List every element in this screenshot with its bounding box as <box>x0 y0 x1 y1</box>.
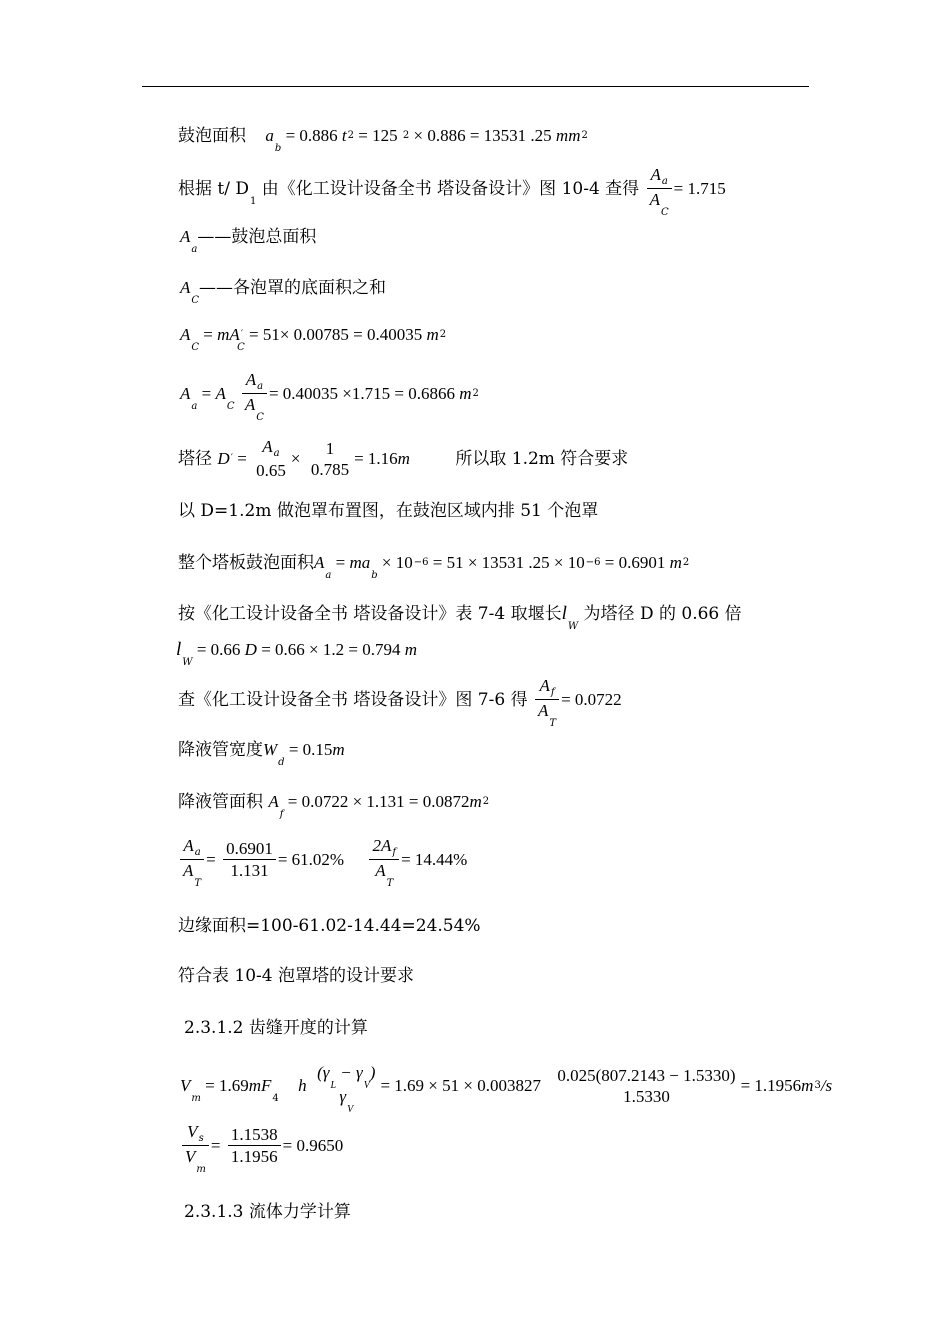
text: 为塔径 D 的 0.66 倍 <box>578 604 742 624</box>
result: = 14.44% <box>401 850 468 869</box>
text: − γ <box>336 1062 363 1082</box>
ac-definition <box>180 278 387 306</box>
text: = 0.66 × 1.2 = 0.794 <box>256 640 405 659</box>
var: V <box>185 1147 196 1166</box>
denominator: 1.5330 <box>623 1086 670 1106</box>
subscript: f <box>550 687 555 698</box>
text: = <box>210 1136 221 1155</box>
unit: m <box>801 1076 814 1095</box>
var-a: a <box>265 126 274 145</box>
label: 塔径 <box>178 449 218 469</box>
superscript: −6 <box>585 557 601 568</box>
fraction-values <box>228 1125 281 1168</box>
lookup-line-1 <box>178 165 726 218</box>
bubble-area-line <box>178 126 588 154</box>
total-bubble-area-line <box>178 553 690 581</box>
text: 符合表 10-4 泡罩塔的设计要求 <box>178 966 414 986</box>
subscript: a <box>661 176 668 187</box>
var: A <box>215 384 226 403</box>
fraction-aa-ac <box>647 165 672 218</box>
denominator: 0.65 <box>256 461 286 480</box>
superscript: 2 <box>581 130 588 141</box>
subscript: a <box>191 244 198 255</box>
text: = 0.66 <box>192 640 245 659</box>
subscript: 1 <box>250 196 257 207</box>
subscript: L <box>330 1079 337 1091</box>
fraction-aa-at <box>180 836 204 889</box>
prime: ′ <box>240 329 244 340</box>
result: = 1.1956 <box>740 1076 802 1095</box>
text: = 0.6901 <box>600 553 670 572</box>
fraction-vs-vm <box>182 1122 209 1175</box>
text: = 1.69 × 51 × 0.003827 <box>380 1076 541 1095</box>
unit: m <box>469 792 482 811</box>
text: = 125 <box>354 126 402 145</box>
var: A <box>649 190 660 209</box>
denominator: 1.131 <box>223 859 276 882</box>
text: = <box>197 384 216 403</box>
subscript: s <box>198 1133 204 1144</box>
text: = 51 × 13531 .25 × 10 <box>428 553 585 572</box>
var: A <box>375 861 386 880</box>
var: D <box>217 449 230 468</box>
subscript: 4 <box>272 1093 279 1104</box>
lookup-line-2 <box>178 676 622 729</box>
numerator: 1 <box>325 438 335 458</box>
result: = 0.9650 <box>282 1136 344 1155</box>
var: A <box>268 792 279 811</box>
var: 2A <box>372 836 392 855</box>
label: 鼓泡面积 <box>178 126 246 146</box>
downcomer-area-line <box>178 792 490 820</box>
subscript: a <box>257 381 264 392</box>
text: = 1.69 <box>200 1076 249 1095</box>
superscript: 2 <box>482 796 490 807</box>
text: ——鼓泡总面积 <box>197 227 317 247</box>
superscript: 2 <box>439 329 447 340</box>
layout-note <box>178 501 598 521</box>
area-ratios-line <box>178 836 468 889</box>
downcomer-width-line <box>178 740 345 768</box>
result: = 0.0722 <box>561 690 622 709</box>
requirement-line <box>178 966 414 986</box>
subscript: C <box>256 412 264 423</box>
superscript: 3 <box>814 1080 821 1091</box>
aa-definition <box>180 227 317 255</box>
fraction-aa-ac <box>242 370 267 423</box>
text: = 0.886 <box>281 126 342 145</box>
subscript: C <box>226 401 235 412</box>
var: A <box>538 701 549 720</box>
var: D <box>244 640 257 659</box>
numerator: 1.1538 <box>230 1125 278 1144</box>
var: γ <box>339 1086 347 1106</box>
subscript: T <box>386 878 394 889</box>
var-t: t <box>341 126 347 145</box>
subscript: a <box>191 401 198 412</box>
text: = 0.40035 ×1.715 = 0.6866 <box>268 384 460 403</box>
text: 按《化工设计设备全书 塔设备设计》表 7-4 取堰长 <box>178 604 562 624</box>
text: = <box>199 325 218 344</box>
weir-length-line <box>178 603 742 632</box>
var: A <box>183 861 194 880</box>
var: V <box>187 1122 198 1141</box>
var: A <box>180 227 191 246</box>
text: = <box>232 449 252 468</box>
subscript: W <box>182 657 193 668</box>
subscript: d <box>278 757 285 768</box>
ac-equation <box>180 325 447 353</box>
text: × 0.886 = 13531 .25 <box>409 126 556 145</box>
fraction-2af-at <box>369 836 399 889</box>
var: A <box>180 384 191 403</box>
header-rule <box>142 86 809 87</box>
subscript: m <box>196 1164 206 1175</box>
var: A <box>262 437 273 456</box>
label: 整个塔板鼓泡面积 <box>178 553 314 573</box>
fraction-aa-065 <box>253 437 289 482</box>
unit: m <box>459 384 472 403</box>
var: mA <box>217 325 240 344</box>
var: A <box>314 553 325 572</box>
superscript: 2 <box>402 130 410 141</box>
unit: m <box>397 449 410 468</box>
subscript: f <box>392 847 397 858</box>
subscript: a <box>325 570 332 581</box>
label: 降液管面积 <box>178 792 269 812</box>
prime: ′ <box>230 453 233 464</box>
text: = 0.0722 × 1.131 = 0.0872 <box>283 792 470 811</box>
subscript: T <box>549 718 557 729</box>
text: = 51× 0.00785 = 0.40035 <box>244 325 427 344</box>
section-heading-2-3-1-2 <box>184 1018 368 1038</box>
text: 由《化工设计设备全书 塔设备设计》图 10-4 查得 <box>256 179 640 199</box>
var: A <box>180 325 191 344</box>
text: = 0.15 <box>284 740 333 759</box>
var: l <box>176 639 182 660</box>
var: A <box>183 836 194 855</box>
result: = 1.16 <box>354 449 398 468</box>
unit: m <box>426 325 439 344</box>
var: ma <box>349 553 371 572</box>
subscript: f <box>279 809 284 820</box>
subscript: m <box>191 1093 201 1104</box>
var: W <box>263 740 278 759</box>
numerator: 0.025(807.2143 − 1.5330) <box>557 1065 736 1085</box>
subscript: C <box>237 342 245 353</box>
edge-area-line <box>178 916 481 936</box>
var: A <box>180 278 191 297</box>
text: = <box>206 850 216 869</box>
text: (γ <box>317 1062 330 1082</box>
text: 边缘面积=100-61.02-14.44=24.54% <box>178 916 481 936</box>
vs-vm-ratio <box>180 1122 344 1175</box>
times: × <box>290 449 301 468</box>
result: = 1.715 <box>673 179 726 198</box>
unit: /s <box>820 1076 833 1095</box>
unit: mm <box>555 126 581 145</box>
fraction-density <box>554 1066 738 1108</box>
tower-diameter-line <box>178 437 628 484</box>
text: × 10 <box>377 553 413 572</box>
heading: 2.3.1.3 流体力学计算 <box>184 1202 351 1222</box>
heading: 2.3.1.2 齿缝开度的计算 <box>184 1018 368 1038</box>
fraction-gamma <box>314 1062 378 1115</box>
subscript: V <box>363 1079 370 1091</box>
var: V <box>180 1076 191 1095</box>
result: = 61.02% <box>277 850 345 869</box>
denominator: 0.785 <box>310 459 350 479</box>
subscript: a <box>273 448 280 459</box>
note: 所以取 1.2m 符合要求 <box>455 449 629 469</box>
subscript: b <box>274 143 282 154</box>
subscript: W <box>567 621 579 632</box>
var: A <box>539 676 550 695</box>
fraction-af-at <box>535 676 559 729</box>
superscript: 2 <box>347 130 355 141</box>
text: 根据 t/ D <box>178 179 249 199</box>
subscript: C <box>191 342 200 353</box>
subscript: T <box>194 878 202 889</box>
subscript: V <box>347 1103 354 1115</box>
label: 降液管宽度 <box>178 740 263 760</box>
superscript: 2 <box>682 557 690 568</box>
subscript: C <box>660 207 669 218</box>
fraction-1-0785 <box>308 439 352 481</box>
unit: m <box>332 740 345 759</box>
unit: m <box>404 640 417 659</box>
subscript: C <box>191 295 200 306</box>
superscript: −6 <box>413 557 429 568</box>
superscript: 2 <box>472 388 479 399</box>
text: ——各泡罩的底面积之和 <box>199 278 387 298</box>
fraction-06901-1131 <box>223 839 276 882</box>
text: ) <box>369 1062 376 1082</box>
weir-length-equation <box>176 639 417 668</box>
aa-equation <box>180 370 479 423</box>
denominator: 1.1956 <box>228 1145 281 1168</box>
var: l <box>561 603 567 624</box>
subscript: a <box>194 847 201 858</box>
var: A <box>244 395 256 414</box>
section-heading-2-3-1-3 <box>184 1202 351 1222</box>
var: A <box>245 370 257 389</box>
var: mF <box>248 1076 272 1095</box>
var: h <box>298 1076 307 1095</box>
vm-equation <box>180 1062 832 1113</box>
text: = <box>331 553 350 572</box>
var: A <box>650 165 661 184</box>
unit: m <box>669 553 682 572</box>
text: 以 D=1.2m 做泡罩布置图，在鼓泡区域内排 51 个泡罩 <box>178 501 599 521</box>
subscript: b <box>371 570 378 581</box>
numerator: 0.6901 <box>226 839 273 858</box>
text: 查《化工设计设备全书 塔设备设计》图 7-6 得 <box>178 690 528 710</box>
